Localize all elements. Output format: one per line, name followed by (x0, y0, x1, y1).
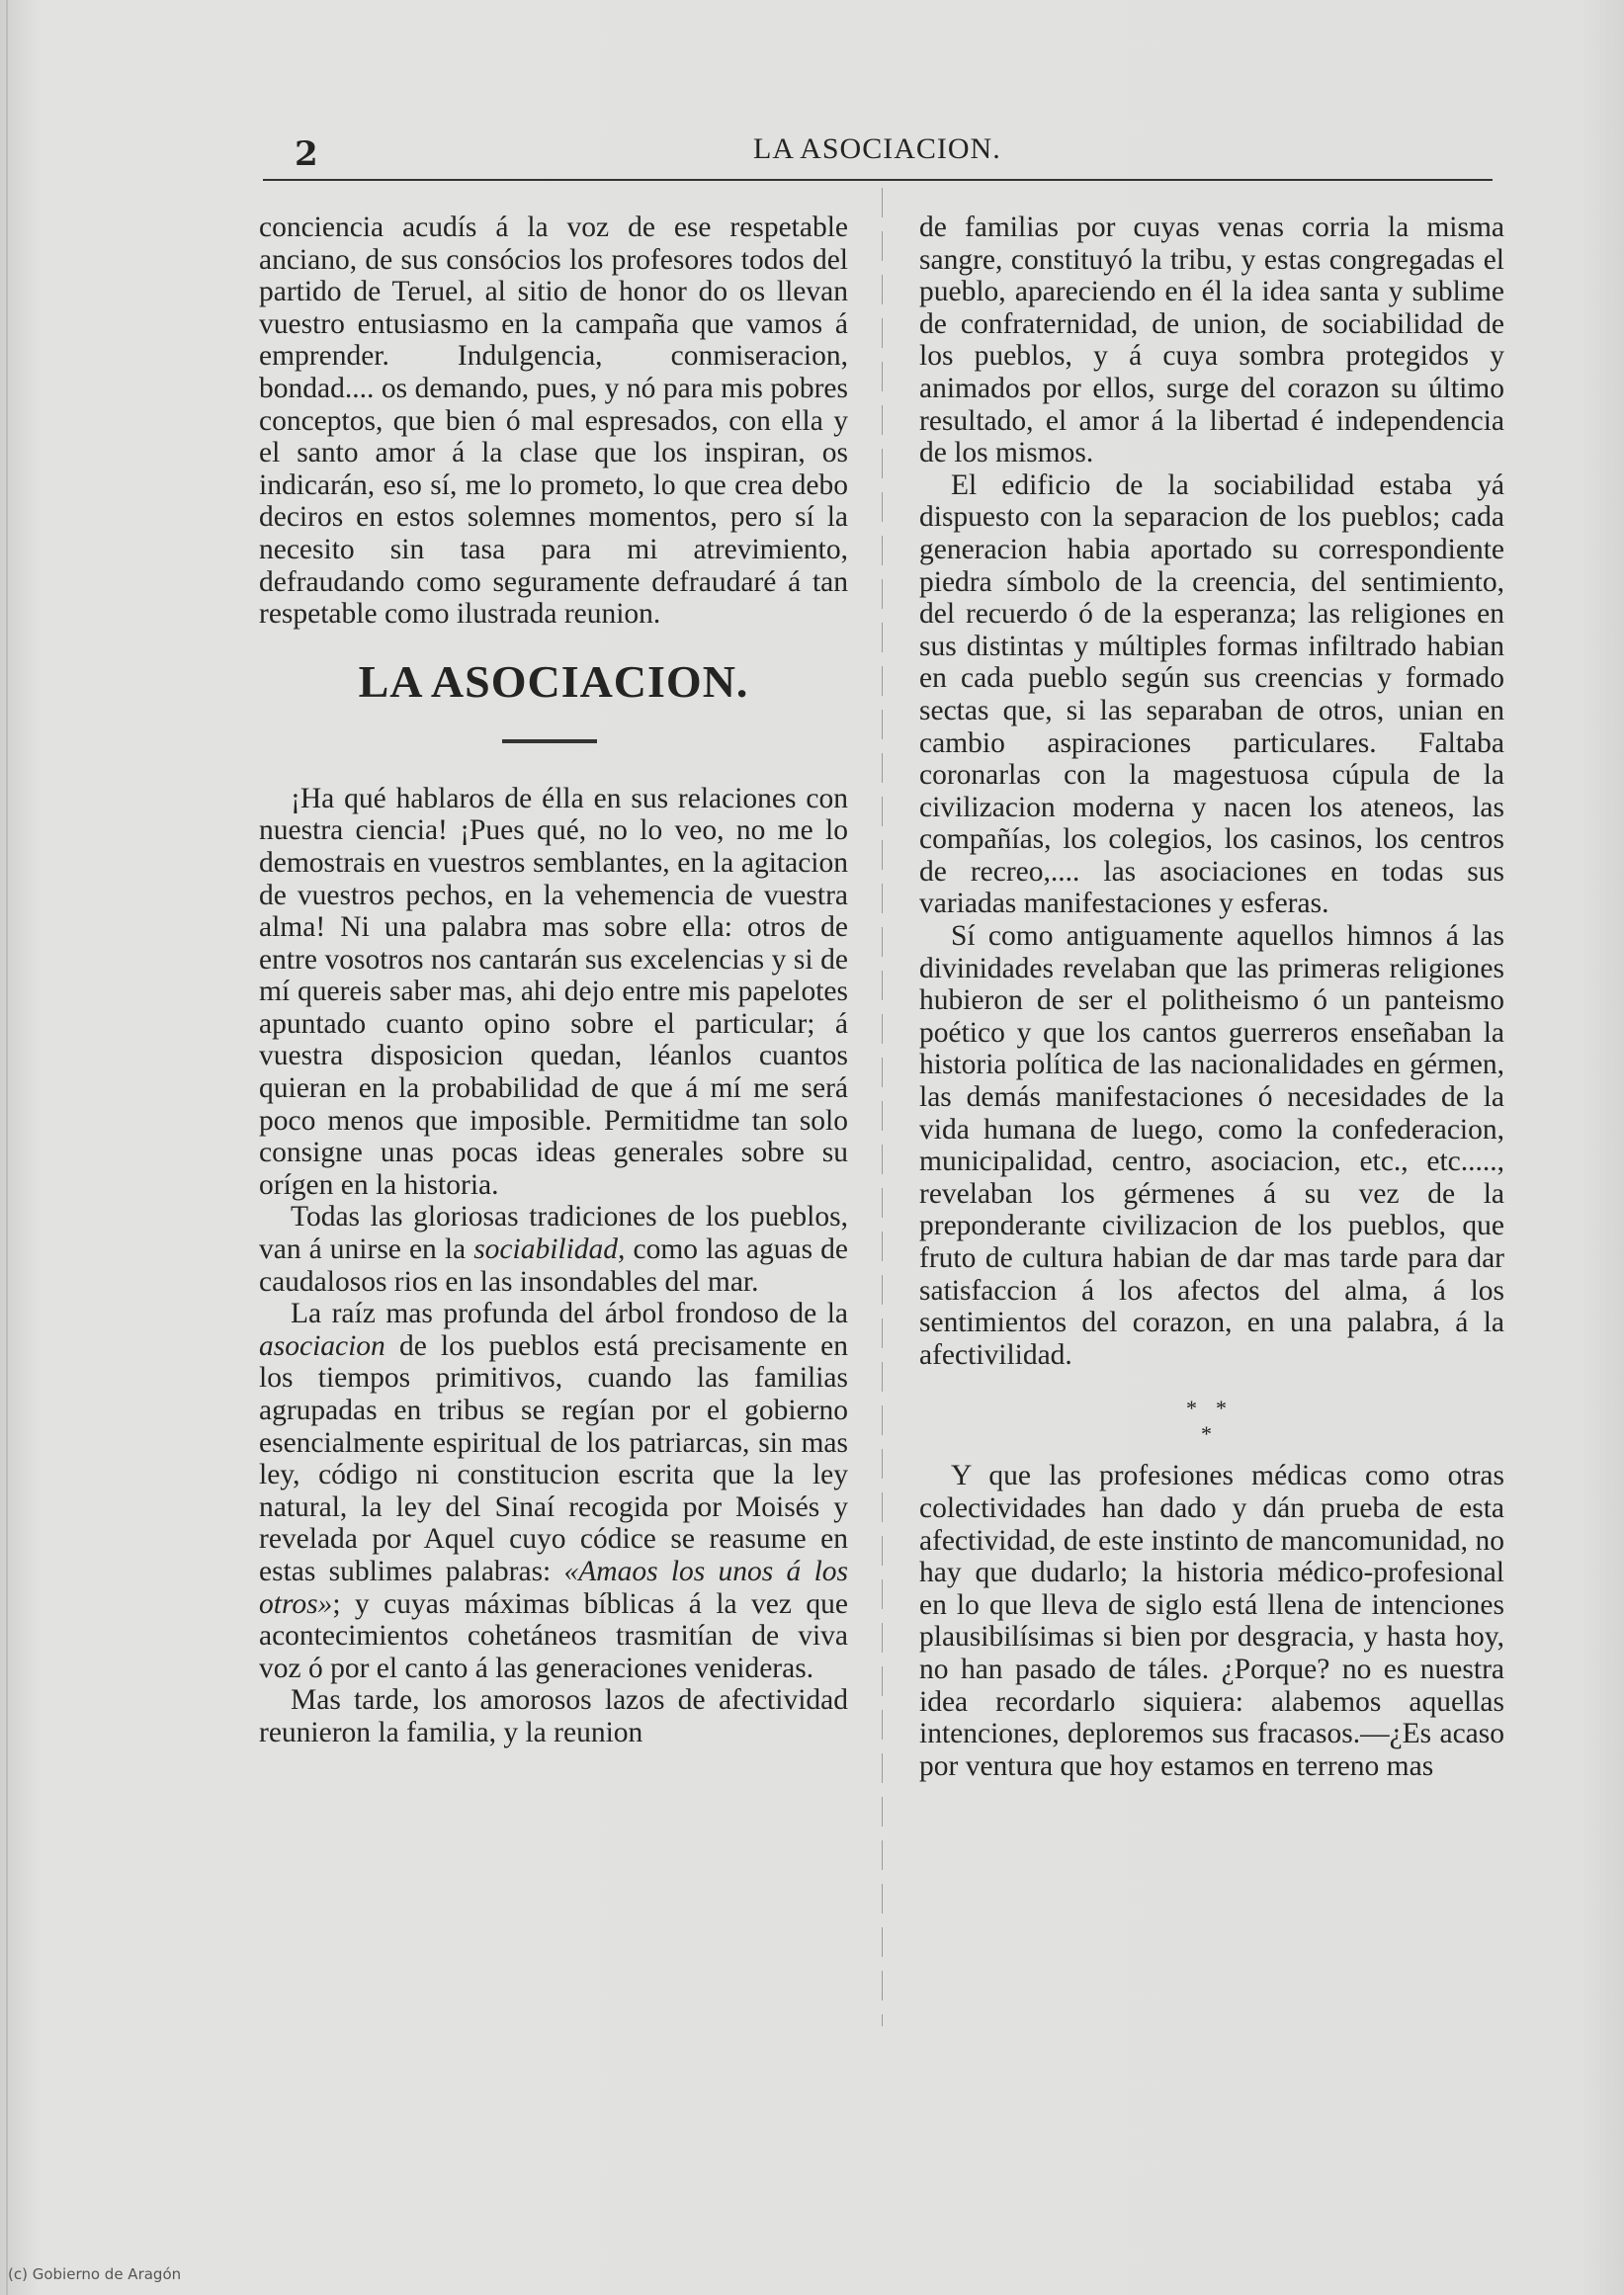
text-run: de los pueblos está precisamente en los tiempos primitivos, cuando las familias agrupadas en tribus se regían por el gobierno esencialmente espiritual de los patriarcas, sin mas ley, código ni constitucion escrita que la ley natural, la ley del Sinaí recogida por Moisés y revelada por Aquel cuyo códice se reasume en estas sublimes palabras: (259, 1329, 848, 1587)
intro-paragraph: conciencia acudís á la voz de ese respetable anciano, de sus consócios los profesores todos del partido de Teruel, al sitio de honor do os llevan vuestro entusiasmo en la campaña que vamos á emprender. Indulgencia, conmiseracion, bondad.... os demando, pues, y nó para mis pobres conceptos, que bien ó mal espresados, con ella y el santo amor á la clase que los inspiran, os indicarán, eso sí, me lo prometo, lo que crea debo deciros en estos solemnes momentos, pero sí la necesito sin tasa para mi atrevimiento, defraudando como seguramente defraudaré á tan respetable como ilustrada reunion. (259, 212, 848, 631)
left-column (259, 212, 848, 1749)
page-header (263, 128, 1493, 180)
paragraph (259, 1298, 848, 1684)
text-run: ; y cuyas máximas bíblicas á la vez que acontecimientos cohetáneos trasmitían de viva voz ó por el canto á las generaciones venideras. (259, 1587, 848, 1684)
title-rule (502, 739, 597, 743)
paragraph (259, 1201, 848, 1298)
header-rule (263, 179, 1493, 181)
text-run: La raíz mas profunda del árbol frondoso de la (291, 1298, 848, 1330)
page-edge (6, 0, 8, 2295)
asterism (919, 1371, 1504, 1460)
column-divider (882, 188, 883, 2026)
paragraph: El edificio de la sociabilidad estaba yá dispuesto con la separacion de los pueblos; cada generacion habia aportado su correspondiente piedra símbolo de la creencia, del sentimiento, del recuerdo ó de la esperanza; las religiones en sus distintas y múltiples formas infiltrado habian en cada pueblo según sus creencias y formado sectas que, si las separaban de otros, unian en cambio aspiraciones particulares. Faltaba coronarlas con la magestuosa cúpula de la civilizacion moderna y nacen los ateneos, las compañías, los colegios, los casinos, los centros de recreo,.... las asociaciones en todas sus variadas manifestaciones y esferas. (919, 468, 1504, 920)
italic-term: asociacion (259, 1329, 385, 1362)
page-number: 2 (295, 134, 318, 174)
asterisk: * (1201, 1421, 1212, 1447)
article-title: LA ASOCIACION. (358, 655, 749, 707)
article-heading (259, 644, 848, 783)
italic-quote: «Amaos los unos á los otros» (259, 1555, 848, 1620)
paragraph: de familias por cuyas venas corria la misma sangre, constituyó la tribu, y estas congregadas el pueblo, apareciendo en él la idea santa y sublime de confraternidad, de union, de sociabilidad de los pueblos, y á cuya sombra protegidos y animados por ellos, surge del corazon su último resultado, el amor á la libertad é independencia de los mismos. (919, 212, 1504, 469)
text-run: Todas las gloriosas tradiciones de los pueblos, van á unirse en la (259, 1201, 848, 1266)
paragraph: Sí como antiguamente aquellos himnos á las divinidades revelaban que las primeras religiones hubieron de ser el politheismo ó un panteismo poético y que los cantos guerreros enseñaban la historia política de las nacionalidades en gérmen, las demás manifestaciones ó necesidades de la vida humana de luego, como la confederacion, municipalidad, centro, asociacion, etc., etc....., revelaban los gérmenes á su vez de la preponderante civilizacion de los pueblos, que fruto de cultura habian de dar mas tarde para dar satisfaccion á los afectos del alma, á los sentimientos del corazon, en una palabra, á la afectivilidad. (919, 920, 1504, 1371)
italic-term: sociabilidad, (473, 1233, 626, 1266)
paragraph: ¡Ha qué hablaros de élla en sus relaciones con nuestra ciencia! ¡Pues qué, no lo veo, no me lo demostrais en vuestros semblantes, en la agitacion de vuestros pechos, en la vehemencia de vuestra alma! Ni una palabra mas sobre ella: otros de entre vosotros nos cantarán sus excelencias y si de mí quereis saber mas, ahi dejo entre mis papelotes apuntado cuanto opino sobre el particular; á vuestra disposicion quedan, léanlos cuantos quieran en la probabilidad de que á mí me será poco menos que imposible. Permitidme tan solo consigne unas pocas ideas generales sobre su orígen en la historia. (259, 782, 848, 1201)
right-column (919, 212, 1504, 1782)
copyright-notice: (c) Gobierno de Aragón (8, 2265, 182, 2283)
asterisk: * (1216, 1396, 1227, 1421)
running-title: LA ASOCIACION. (753, 132, 1001, 165)
asterisk: * (1186, 1396, 1197, 1421)
text-run: como las aguas de caudalosos rios en las insondables del mar. (259, 1233, 848, 1298)
paragraph: Y que las profesiones médicas como otras colectividades han dado y dán prueba de esta afectividad, de este instinto de mancomunidad, no hay que dudarlo; la historia médico-profesional en lo que lleva de siglo está llena de intenciones plausibilísimas si bien por desgracia, y hasta hoy, no han pasado de táles. ¿Porque? no es nuestra idea recordarlo siquiera: alabemos aquellas intenciones, deploremos sus fracasos.—¿Es acaso por ventura que hoy estamos en terreno mas (919, 1460, 1504, 1782)
paragraph: Mas tarde, los amorosos lazos de afectividad reunieron la familia, y la reunion (259, 1684, 848, 1748)
